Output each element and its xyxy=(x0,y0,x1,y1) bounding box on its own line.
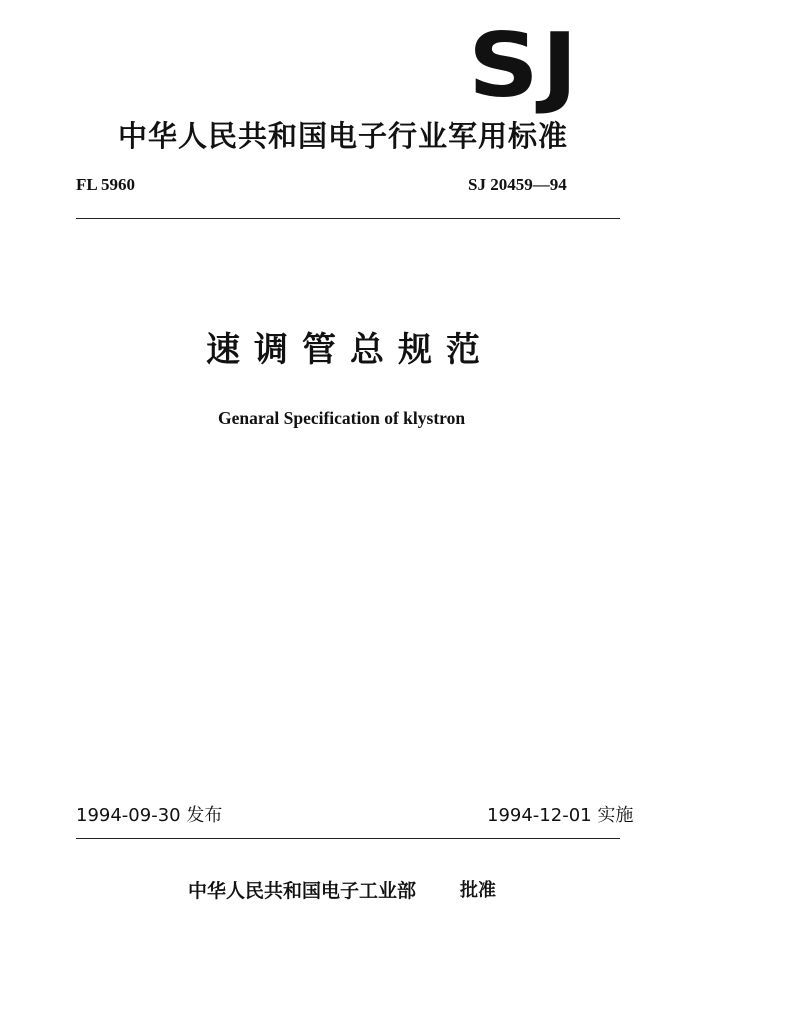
issue-date: 1994-09-30 发布 xyxy=(76,805,223,826)
approval-label: 批准 xyxy=(460,880,496,901)
issuing-authority: 中华人民共和国电子工业部 xyxy=(188,880,417,902)
classification-code: FL 5960 xyxy=(76,175,136,194)
footer-divider xyxy=(76,838,620,839)
implementation-date: 1994-12-01 实施 xyxy=(487,805,634,826)
sj-logo: SJ xyxy=(468,14,581,117)
standard-number: SJ 20459—94 xyxy=(468,175,567,194)
standard-category-title: 中华人民共和国电子行业军用标准 xyxy=(118,119,569,153)
document-title: 速调管总规范 xyxy=(206,330,494,370)
document-subtitle-english: Genaral Specification of klystron xyxy=(218,408,466,428)
header-divider xyxy=(76,218,620,219)
